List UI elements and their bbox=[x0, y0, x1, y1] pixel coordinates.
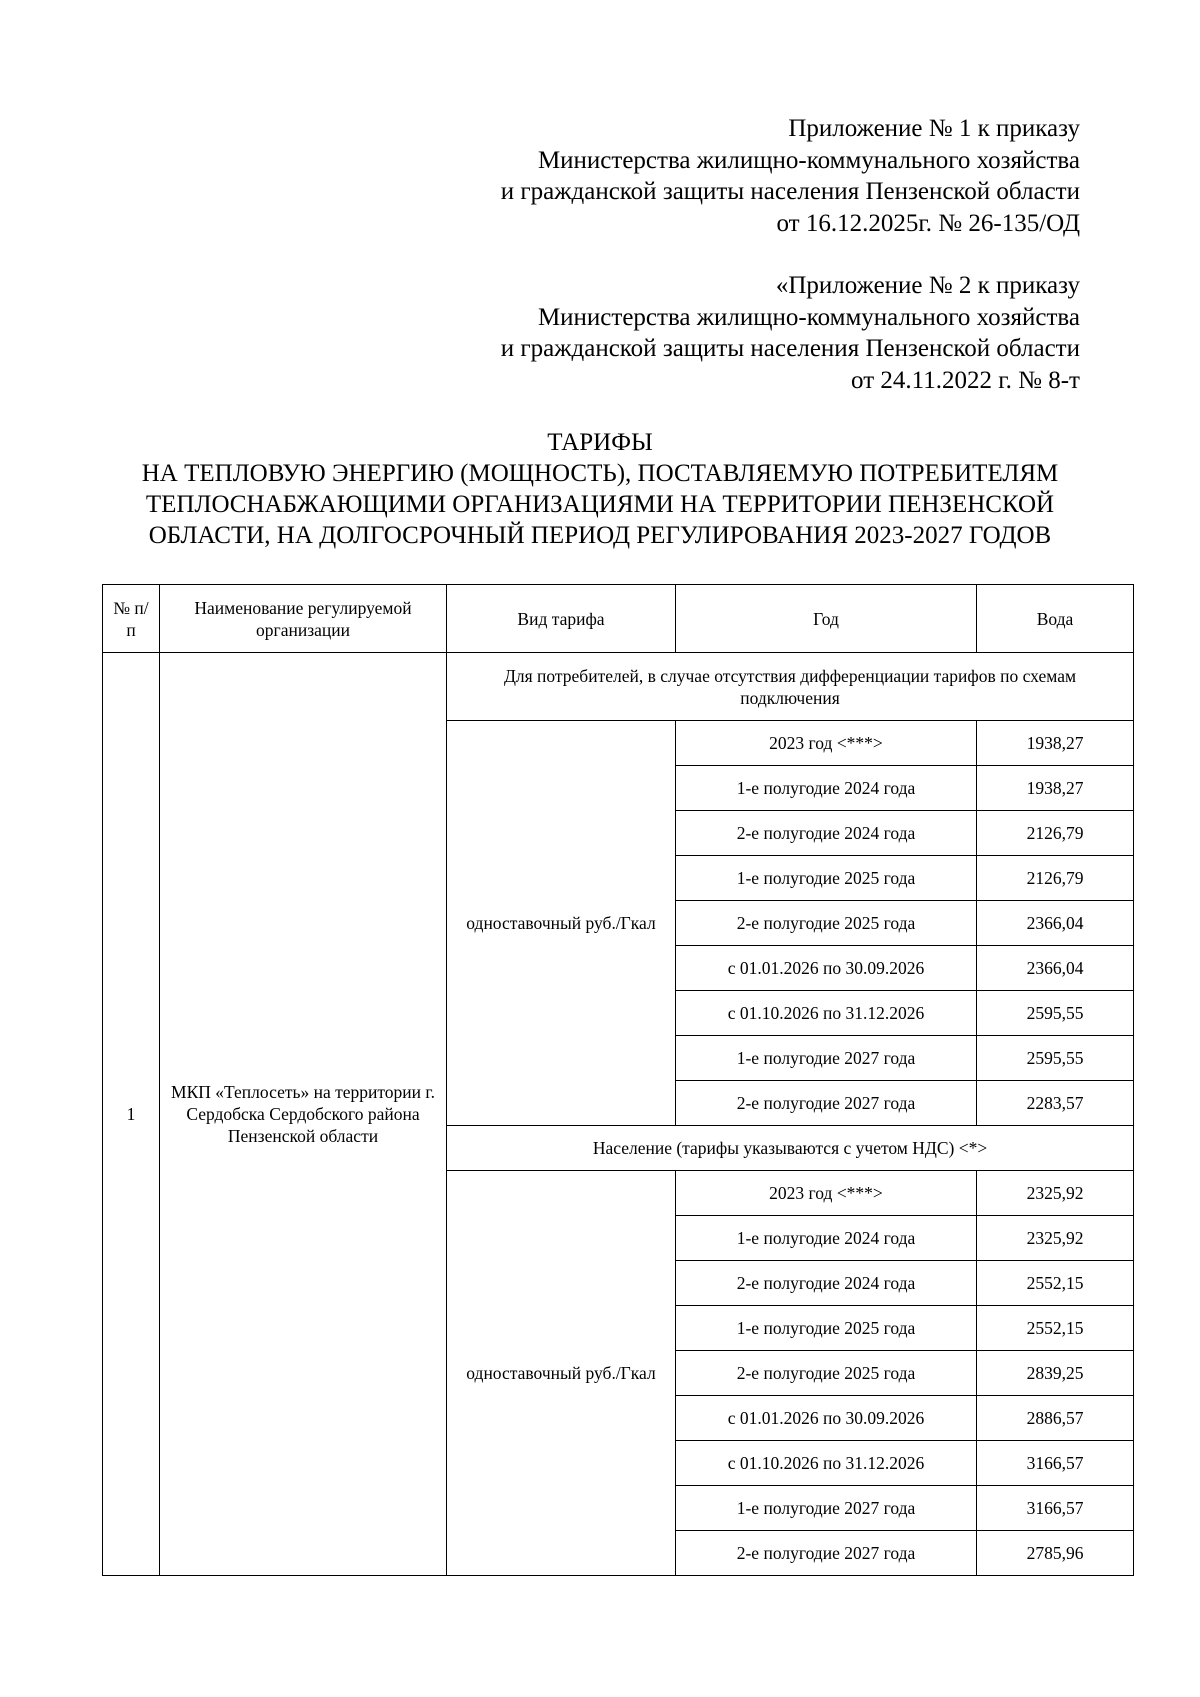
table-header-row bbox=[103, 585, 1134, 653]
period-cell: 1-е полугодие 2025 года bbox=[676, 856, 977, 901]
title-line: ТАРИФЫ bbox=[547, 429, 653, 456]
period-cell: 2023 год <***> bbox=[676, 1171, 977, 1216]
approval-line: и гражданской защиты населения Пензенской области bbox=[500, 335, 1080, 362]
approval-line: Приложение № 1 к приказу bbox=[788, 115, 1080, 142]
header-number: № п/п bbox=[103, 585, 160, 653]
tariffs-table-body bbox=[103, 585, 1134, 1576]
tariffs-table bbox=[102, 584, 1134, 1576]
header-tariff-type: Вид тарифа bbox=[447, 585, 676, 653]
water-value-cell: 2325,92 bbox=[977, 1171, 1134, 1216]
document-title bbox=[100, 427, 1100, 551]
water-value-cell: 2366,04 bbox=[977, 946, 1134, 991]
period-cell: 2-е полугодие 2027 года bbox=[676, 1081, 977, 1126]
header-organization: Наименование регулируемой организации bbox=[160, 585, 447, 653]
water-value-cell: 1938,27 bbox=[977, 721, 1134, 766]
tariff-type-cell: одноставочный руб./Гкал bbox=[447, 1171, 676, 1576]
section-title-cell: Население (тарифы указываются с учетом НДС) <*> bbox=[447, 1126, 1134, 1171]
water-value-cell: 2366,04 bbox=[977, 901, 1134, 946]
period-cell: 2-е полугодие 2024 года bbox=[676, 1261, 977, 1306]
approval-line: Министерства жилищно-коммунального хозяйства bbox=[537, 303, 1080, 331]
water-value-cell: 2126,79 bbox=[977, 811, 1134, 856]
header-water: Вода bbox=[977, 585, 1134, 653]
period-cell: 2-е полугодие 2024 года bbox=[676, 811, 977, 856]
period-cell: с 01.10.2026 по 31.12.2026 bbox=[676, 1441, 977, 1486]
approval-block-order-2022 bbox=[501, 270, 1080, 396]
approval-line: Министерства жилищно-коммунального хозяйства bbox=[537, 146, 1080, 174]
period-cell: 1-е полугодие 2027 года bbox=[676, 1036, 977, 1081]
tariff-type-cell: одноставочный руб./Гкал bbox=[447, 721, 676, 1126]
water-value-cell: 2126,79 bbox=[977, 856, 1134, 901]
period-cell: 1-е полугодие 2024 года bbox=[676, 766, 977, 811]
period-cell: 2023 год <***> bbox=[676, 721, 977, 766]
period-cell: 2-е полугодие 2025 года bbox=[676, 1351, 977, 1396]
water-value-cell: 3166,57 bbox=[977, 1486, 1134, 1531]
water-value-cell: 2283,57 bbox=[977, 1081, 1134, 1126]
water-value-cell: 1938,27 bbox=[977, 766, 1134, 811]
approval-block-order-2025 bbox=[501, 113, 1080, 239]
period-cell: с 01.01.2026 по 30.09.2026 bbox=[676, 1396, 977, 1441]
period-cell: с 01.01.2026 по 30.09.2026 bbox=[676, 946, 977, 991]
period-cell: с 01.10.2026 по 31.12.2026 bbox=[676, 991, 977, 1036]
period-cell: 2-е полугодие 2027 года bbox=[676, 1531, 977, 1576]
water-value-cell: 2595,55 bbox=[977, 991, 1134, 1036]
row-number-cell: 1 bbox=[103, 653, 160, 1576]
section-title-cell: Для потребителей, в случае отсутствия дифференциации тарифов по схемам подключения bbox=[447, 653, 1134, 721]
water-value-cell: 2785,96 bbox=[977, 1531, 1134, 1576]
title-line: ОБЛАСТИ, НА ДОЛГОСРОЧНЫЙ ПЕРИОД РЕГУЛИРОВАНИЯ 2023-2027 ГОДОВ bbox=[148, 522, 1052, 549]
title-line: ТЕПЛОСНАБЖАЮЩИМИ ОРГАНИЗАЦИЯМИ НА ТЕРРИТОРИИ ПЕНЗЕНСКОЙ bbox=[145, 491, 1055, 518]
water-value-cell: 2839,25 bbox=[977, 1351, 1134, 1396]
period-cell: 1-е полугодие 2025 года bbox=[676, 1306, 977, 1351]
section-row bbox=[103, 653, 1134, 721]
period-cell: 1-е полугодие 2027 года bbox=[676, 1486, 977, 1531]
approval-line: от 24.11.2022 г. № 8-т bbox=[851, 366, 1080, 394]
water-value-cell: 3166,57 bbox=[977, 1441, 1134, 1486]
water-value-cell: 2325,92 bbox=[977, 1216, 1134, 1261]
approval-line: «Приложение № 2 к приказу bbox=[775, 272, 1080, 299]
approval-line: от 16.12.2025г. № 26-135/ОД bbox=[776, 209, 1080, 237]
approval-line: и гражданской защиты населения Пензенской области bbox=[500, 178, 1080, 205]
header-year: Год bbox=[676, 585, 977, 653]
water-value-cell: 2595,55 bbox=[977, 1036, 1134, 1081]
water-value-cell: 2886,57 bbox=[977, 1396, 1134, 1441]
period-cell: 1-е полугодие 2024 года bbox=[676, 1216, 977, 1261]
title-line: НА ТЕПЛОВУЮ ЭНЕРГИЮ (МОЩНОСТЬ), ПОСТАВЛЯЕМУЮ ПОТРЕБИТЕЛЯМ bbox=[141, 460, 1059, 487]
water-value-cell: 2552,15 bbox=[977, 1261, 1134, 1306]
period-cell: 2-е полугодие 2025 года bbox=[676, 901, 977, 946]
water-value-cell: 2552,15 bbox=[977, 1306, 1134, 1351]
organization-cell: МКП «Теплосеть» на территории г. Сердобска Сердобского района Пензенской области bbox=[160, 653, 447, 1576]
